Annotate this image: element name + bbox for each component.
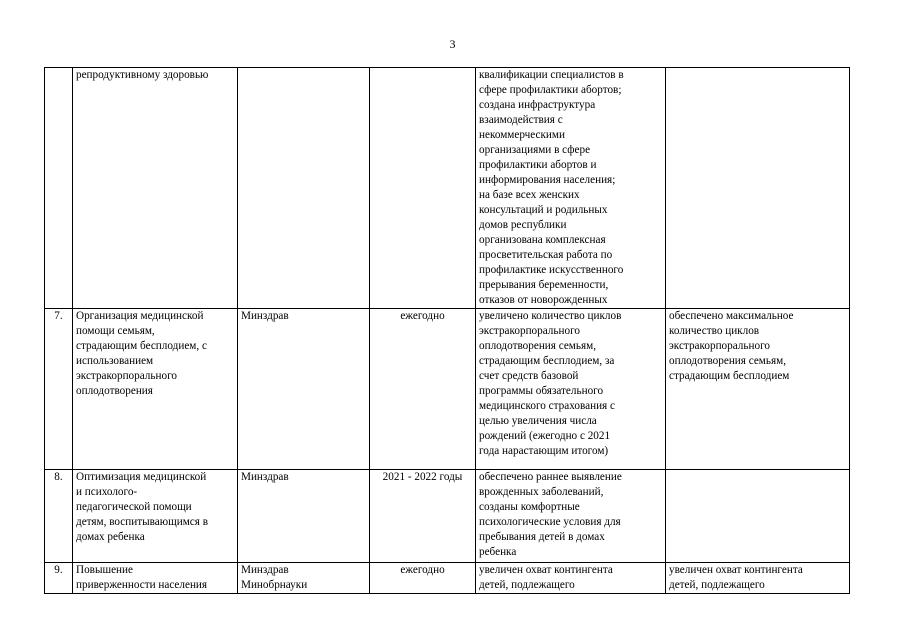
executor-cell: [238, 470, 370, 563]
cell-text-line: педагогической помощи: [76, 501, 192, 513]
cell-text-line: увеличен охват контингента: [669, 564, 803, 576]
cell-text-line: врожденных заболеваний,: [479, 486, 604, 498]
cell-text-line: помощи семьям,: [76, 325, 155, 337]
table-row: [45, 563, 850, 594]
cell-text-line: квалификации специалистов в: [479, 69, 624, 81]
cell-text-line: экстракорпорального: [76, 370, 177, 382]
cell-text-line: 7.: [54, 310, 63, 322]
cell-text-line: Минздрав: [241, 471, 289, 483]
cell-text-line: года нарастающим итогом): [479, 445, 609, 457]
row-number-cell: [45, 470, 73, 563]
plan-table-body: [45, 68, 850, 594]
cell-text-line: экстракорпорального: [669, 340, 770, 352]
row-number-cell: [45, 563, 73, 594]
cell-text-line: оплодотворения: [76, 385, 153, 397]
result-cell: [476, 68, 666, 309]
cell-text-line: информирования населения;: [479, 174, 616, 186]
event-cell: [73, 563, 238, 594]
indicator-cell: [666, 470, 850, 563]
indicator-cell: [666, 563, 850, 594]
cell-text-line: оплодотворения семьям,: [479, 340, 597, 352]
cell-text-line: консультаций и родильных: [479, 204, 608, 216]
executor-cell: [238, 563, 370, 594]
cell-text-line: взаимодействия с: [479, 114, 563, 126]
cell-text-line: ребенка: [479, 546, 517, 558]
cell-text-line: страдающим бесплодием, с: [76, 340, 207, 352]
cell-text-line: 2021 - 2022 годы: [382, 471, 463, 483]
cell-text-line: рождений (ежегодно с 2021: [479, 430, 611, 442]
plan-table: [44, 67, 850, 594]
event-cell: [73, 309, 238, 470]
cell-text-line: увеличено количество циклов: [479, 310, 622, 322]
cell-text-line: 9.: [54, 564, 63, 576]
cell-text-line: ежегодно: [400, 564, 445, 576]
term-cell: [370, 68, 476, 309]
term-cell: [370, 470, 476, 563]
cell-text-line: и психолого-: [76, 486, 138, 498]
cell-text-line: детей, подлежащего: [669, 579, 765, 591]
cell-text-line: страдающим бесплодием: [669, 370, 790, 382]
term-cell: [370, 309, 476, 470]
cell-text-line: создана инфраструктура: [479, 99, 596, 111]
event-cell: [73, 68, 238, 309]
table-row: [45, 68, 850, 309]
cell-text-line: домов республики: [479, 219, 567, 231]
executor-cell: [238, 68, 370, 309]
cell-text-line: домах ребенка: [76, 531, 145, 543]
cell-text-line: экстракорпорального: [479, 325, 580, 337]
cell-text-line: профилактики абортов и: [479, 159, 597, 171]
result-cell: [476, 470, 666, 563]
cell-text-line: ежегодно: [400, 310, 445, 322]
cell-text-line: целью увеличения числа: [479, 415, 597, 427]
cell-text-line: обеспечено максимальное: [669, 310, 794, 322]
cell-text-line: Минздрав: [241, 564, 289, 576]
result-cell: [476, 563, 666, 594]
cell-text-line: пребывания детей в домах: [479, 531, 605, 543]
cell-text-line: сфере профилактики абортов;: [479, 84, 622, 96]
cell-text-line: профилактике искусственного: [479, 264, 624, 276]
cell-text-line: Минздрав: [241, 310, 289, 322]
table-row: [45, 309, 850, 470]
cell-text-line: страдающим бесплодием, за: [479, 355, 615, 367]
cell-text-line: увеличен охват контингента: [479, 564, 613, 576]
cell-text-line: психологические условия для: [479, 516, 621, 528]
cell-text-line: репродуктивному здоровью: [76, 69, 209, 81]
cell-text-line: детей, подлежащего: [479, 579, 575, 591]
cell-text-line: просветительская работа по: [479, 249, 613, 261]
cell-text-line: счет средств базовой: [479, 370, 579, 382]
cell-text-line: созданы комфортные: [479, 501, 580, 513]
cell-text-line: Минобрнауки: [241, 579, 308, 591]
cell-text-line: отказов от новорожденных: [479, 294, 608, 306]
cell-text-line: оплодотворения семьям,: [669, 355, 787, 367]
cell-text-line: на базе всех женских: [479, 189, 580, 201]
cell-text-line: некоммерческими: [479, 129, 565, 141]
cell-text-line: прерывания беременности,: [479, 279, 609, 291]
cell-text-line: организована комплексная: [479, 234, 606, 246]
cell-text-line: использованием: [76, 355, 154, 367]
event-cell: [73, 470, 238, 563]
cell-text-line: программы обязательного: [479, 385, 604, 397]
table-row: [45, 470, 850, 563]
executor-cell: [238, 309, 370, 470]
cell-text-line: детям, воспитывающимся в: [76, 516, 208, 528]
cell-text-line: количество циклов: [669, 325, 760, 337]
cell-text-line: Оптимизация медицинской: [76, 471, 207, 483]
cell-text-line: приверженности населения: [76, 579, 208, 591]
result-cell: [476, 309, 666, 470]
indicator-cell: [666, 68, 850, 309]
cell-text-line: медицинского страхования с: [479, 400, 615, 412]
page-number: 3: [449, 37, 456, 51]
indicator-cell: [666, 309, 850, 470]
row-number-cell: [45, 309, 73, 470]
cell-text-line: Повышение: [76, 564, 133, 576]
cell-text-line: организациями в сфере: [479, 144, 591, 156]
row-number-cell: [45, 68, 73, 309]
cell-text-line: Организация медицинской: [76, 310, 204, 322]
cell-text-line: обеспечено раннее выявление: [479, 471, 622, 483]
term-cell: [370, 563, 476, 594]
cell-text-line: 8.: [54, 471, 63, 483]
